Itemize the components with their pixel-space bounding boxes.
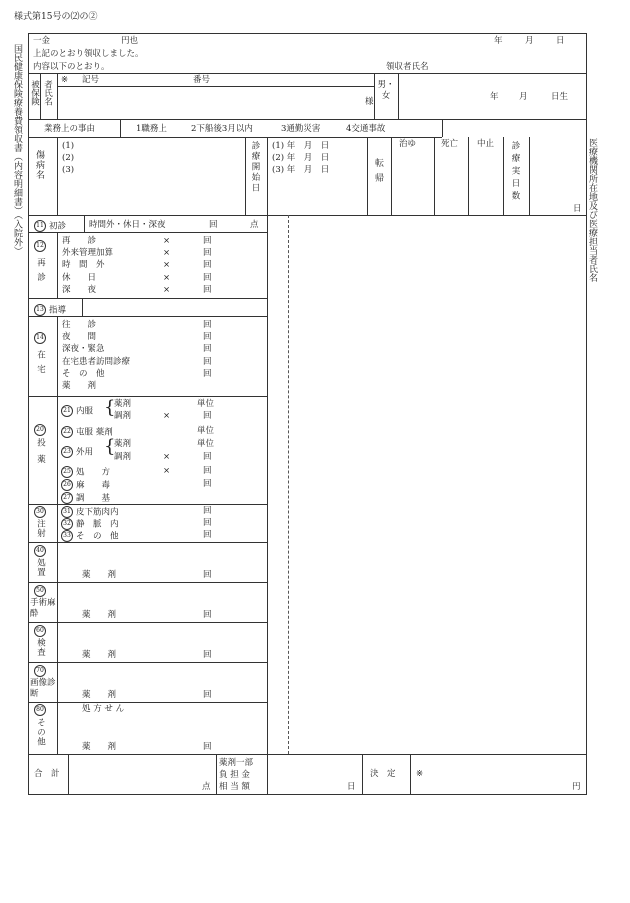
section-30-num: 30 xyxy=(34,506,46,518)
treatment-days-label: 診療実日数 xyxy=(510,141,520,204)
revisit-rows: 再 診 外来管理加算 時 間 外 休 日 深 夜 xyxy=(62,236,114,295)
work-reason-1: 1職務上 xyxy=(136,124,167,134)
work-reason-3: 3通勤災害 xyxy=(281,124,321,134)
work-reason-label: 業務上の事由 xyxy=(44,124,96,134)
first-visit-detail: 時間外・休日・深夜 xyxy=(89,220,166,230)
insured-name-label: 者氏名 xyxy=(42,80,53,106)
receipt-statement: 上記のとおり領収しました。 xyxy=(33,49,144,59)
birth-day: 日生 xyxy=(551,92,569,102)
section-40-num: 40 xyxy=(34,545,46,557)
outcome-death: 死亡 xyxy=(441,139,459,149)
receipt-day: 日 xyxy=(556,36,565,46)
section-11: 11 初診 xyxy=(34,220,66,232)
exam-label: 検査 xyxy=(35,638,46,657)
amount-prefix: 一金 xyxy=(33,36,51,46)
revisit-label: 再診 xyxy=(35,258,46,287)
outcome-cured: 治ゆ xyxy=(399,139,417,149)
section-20-num: 20 xyxy=(34,424,46,436)
total-label: 合 計 xyxy=(34,769,60,779)
institution-label: 医療機関所在地及び医療担当者氏名 xyxy=(587,138,597,282)
start-date-label: 診療開始日 xyxy=(250,141,260,194)
section-12-num: 12 xyxy=(34,240,49,252)
decision-label: 決 定 xyxy=(370,769,396,779)
work-reason-2: 2下船後3月以内 xyxy=(191,124,253,134)
start-dates: (1) 年 月 日 (2) 年 月 日 (3) 年 月 日 xyxy=(272,141,330,176)
section-80-num: 80 xyxy=(34,704,46,716)
document-title: 国民健康保険療養費領収書（内容明細書）（入院外） xyxy=(12,44,22,256)
first-visit-points: 点 xyxy=(250,220,259,230)
outcome-label: 転帰 xyxy=(373,158,383,188)
receiver-name-label: 領収者氏名 xyxy=(386,62,429,72)
form-number: 様式第15号の⑵の② xyxy=(14,12,98,22)
copay-days-unit: 日 xyxy=(347,782,356,792)
amount-suffix: 円也 xyxy=(121,36,139,46)
home-care-label: 在宅 xyxy=(35,350,46,379)
honorific: 様 xyxy=(365,97,374,107)
receipt-month: 月 xyxy=(525,36,534,46)
copay-label: 薬剤一部 負 担 金 相 当 額 xyxy=(219,758,254,793)
injection-label: 注射 xyxy=(35,519,46,538)
outcome-stopped: 中止 xyxy=(477,139,495,149)
other-label: その他 xyxy=(35,718,46,747)
receipt-content: 内容以下のとおり。 xyxy=(33,62,110,72)
procedure-label: 処置 xyxy=(35,558,46,577)
section-50-num: 50 xyxy=(34,585,46,597)
home-care-rows: 往 診 夜 間 深夜・緊急 在宅患者訪問診療 そ の 他 薬 剤 xyxy=(62,320,131,392)
prescription-label: 処 方 せ ん xyxy=(82,704,125,714)
receipt-year: 年 xyxy=(494,36,503,46)
mark-label: 記号 xyxy=(82,75,100,85)
decision-yen-unit: 円 xyxy=(572,782,581,792)
section-13: 13 指導 xyxy=(34,304,66,316)
surgery-label: 手術麻酔 xyxy=(30,598,56,619)
sex-field: 男・女 xyxy=(377,80,395,101)
decision-mark: ※ xyxy=(416,769,424,779)
section-60-num: 60 xyxy=(34,625,46,637)
total-points-unit: 点 xyxy=(202,782,211,792)
birth-year: 年 xyxy=(490,92,499,102)
work-reason-4: 4交通事故 xyxy=(346,124,386,134)
imaging-label: 画像診断 xyxy=(30,678,56,699)
section-14-num: 14 xyxy=(34,332,46,344)
insured-label: 被保険 xyxy=(29,80,40,106)
section-70-num: 70 xyxy=(34,665,46,677)
first-visit-count: 回 xyxy=(209,220,218,230)
injury-list: (1) (2) (3) xyxy=(62,141,75,176)
birth-month: 月 xyxy=(519,92,528,102)
treatment-days-unit: 日 xyxy=(573,204,582,214)
medication-label: 投薬 xyxy=(35,438,46,471)
number-label: 番号 xyxy=(193,75,211,85)
injury-label: 傷病名 xyxy=(34,150,44,180)
mark-symbol: ※ xyxy=(61,75,69,85)
